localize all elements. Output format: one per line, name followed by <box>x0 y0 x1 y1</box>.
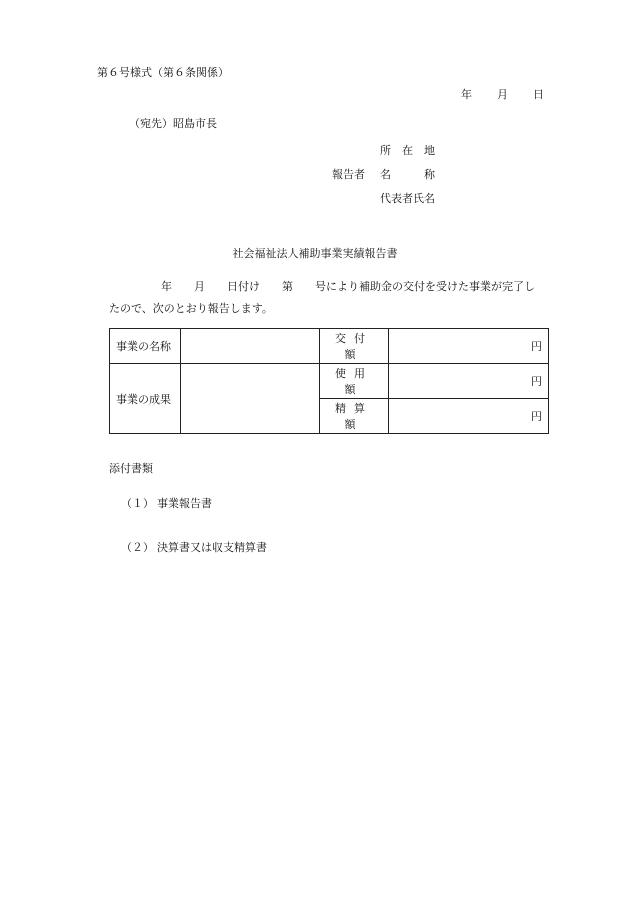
attachment-item <box>121 497 212 511</box>
attachment-number: （１） <box>121 497 154 510</box>
body-line-1 <box>109 280 569 294</box>
attachment-label: 決算書又は収支精算書 <box>157 541 267 554</box>
project-name-value <box>181 329 320 364</box>
table-row <box>110 364 549 399</box>
table-row <box>110 329 549 364</box>
used-amount-value: 円 <box>389 364 549 399</box>
address-label: 所 在 地 <box>380 144 435 157</box>
granted-amount-label: 交付額 <box>320 329 389 364</box>
project-name-label: 事業の名称 <box>110 329 181 364</box>
used-amount-label: 使用額 <box>320 364 389 399</box>
attachments-title: 添付書類 <box>109 462 153 475</box>
report-table <box>109 328 549 434</box>
project-result-value <box>181 364 320 434</box>
granted-amount-value: 円 <box>389 329 549 364</box>
attachment-number: （２） <box>121 541 154 554</box>
body-number-prefix: 第 <box>282 280 293 293</box>
form-number: 第６号様式（第６条関係） <box>97 66 229 79</box>
body-month: 月 <box>194 280 205 293</box>
attachment-item <box>121 541 267 555</box>
project-result-label: 事業の成果 <box>110 364 181 434</box>
document-title: 社会福祉法人補助事業実績報告書 <box>232 247 398 260</box>
addressee: （宛先）昭島市長 <box>129 117 217 130</box>
representative-label: 代表者氏名 <box>380 192 435 205</box>
body-line1-tail: 号により補助金の交付を受けた事業が完了し <box>315 280 535 293</box>
settled-amount-value: 円 <box>389 399 549 434</box>
settled-amount-label: 精算額 <box>320 399 389 434</box>
attachment-label: 事業報告書 <box>157 497 212 510</box>
body-text <box>109 280 569 316</box>
reporter-prefix: 報告者 <box>332 168 365 181</box>
date-line <box>461 88 544 102</box>
name-label: 名 称 <box>380 168 435 181</box>
date-month: 月 <box>497 88 508 101</box>
date-day: 日 <box>533 88 544 101</box>
body-dated: 日付け <box>227 280 260 293</box>
body-year: 年 <box>161 280 172 293</box>
body-line-2: たので、次のとおり報告します。 <box>109 302 273 315</box>
date-year: 年 <box>461 88 472 101</box>
